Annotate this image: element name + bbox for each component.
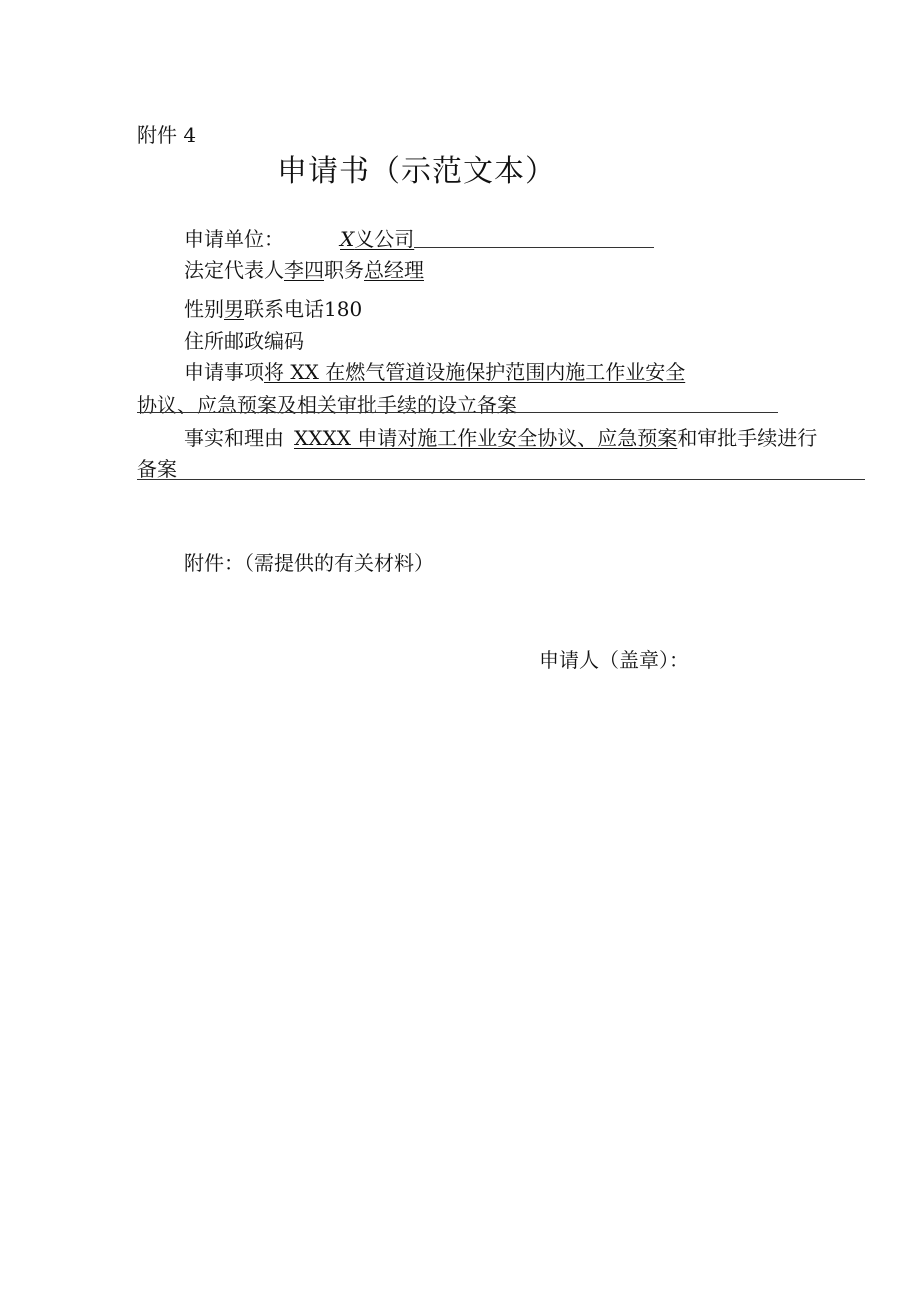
reason-line2: 备案 <box>137 457 177 481</box>
reason-value: XXXX 申请对施工作业安全协议、应急预案 <box>294 426 678 450</box>
applicant-unit-label: 申请单位： <box>184 227 284 251</box>
applicant-unit-value: 义公司 <box>354 227 415 251</box>
phone-value: 180 <box>324 297 363 321</box>
reason-row <box>184 424 817 452</box>
position-label: 职务 <box>324 258 364 282</box>
address-postcode-label: 住所邮政编码 <box>184 329 304 353</box>
document-title: 申请书（示范文本） <box>277 154 556 189</box>
reason-underline <box>137 479 865 480</box>
matter-underline <box>137 412 778 413</box>
legal-rep-label: 法定代表人 <box>184 258 284 282</box>
reason-tail: 和审批手续进行 <box>677 426 818 450</box>
attachment-number: 附件 4 <box>137 123 197 147</box>
legal-rep-value: 李四 <box>284 258 324 282</box>
applicant-unit-value-prefix: X <box>340 227 355 251</box>
gender-label: 性别 <box>184 297 224 321</box>
reason-label: 事实和理由 <box>184 426 284 450</box>
matter-value-line2: 协议、应急预案及相关审批手续的设立备案 <box>137 393 517 417</box>
gender-phone-row <box>184 295 362 323</box>
applicant-seal: 申请人（盖章）： <box>539 648 689 672</box>
applicant-unit-row <box>184 225 414 253</box>
applicant-unit-underline <box>414 247 654 248</box>
matter-row <box>184 358 685 386</box>
address-postcode-row <box>184 327 304 355</box>
matter-row-continued <box>137 391 517 419</box>
gender-value: 男 <box>224 297 244 321</box>
phone-label: 联系电话 <box>244 297 324 321</box>
position-value: 总经理 <box>364 258 424 282</box>
matter-label: 申请事项 <box>184 360 264 384</box>
legal-rep-row <box>184 256 424 284</box>
attachments-note: 附件：（需提供的有关材料） <box>184 551 434 575</box>
matter-value-line1: 将 XX 在燃气管道设施保护范围内施工作业安全 <box>264 360 686 384</box>
